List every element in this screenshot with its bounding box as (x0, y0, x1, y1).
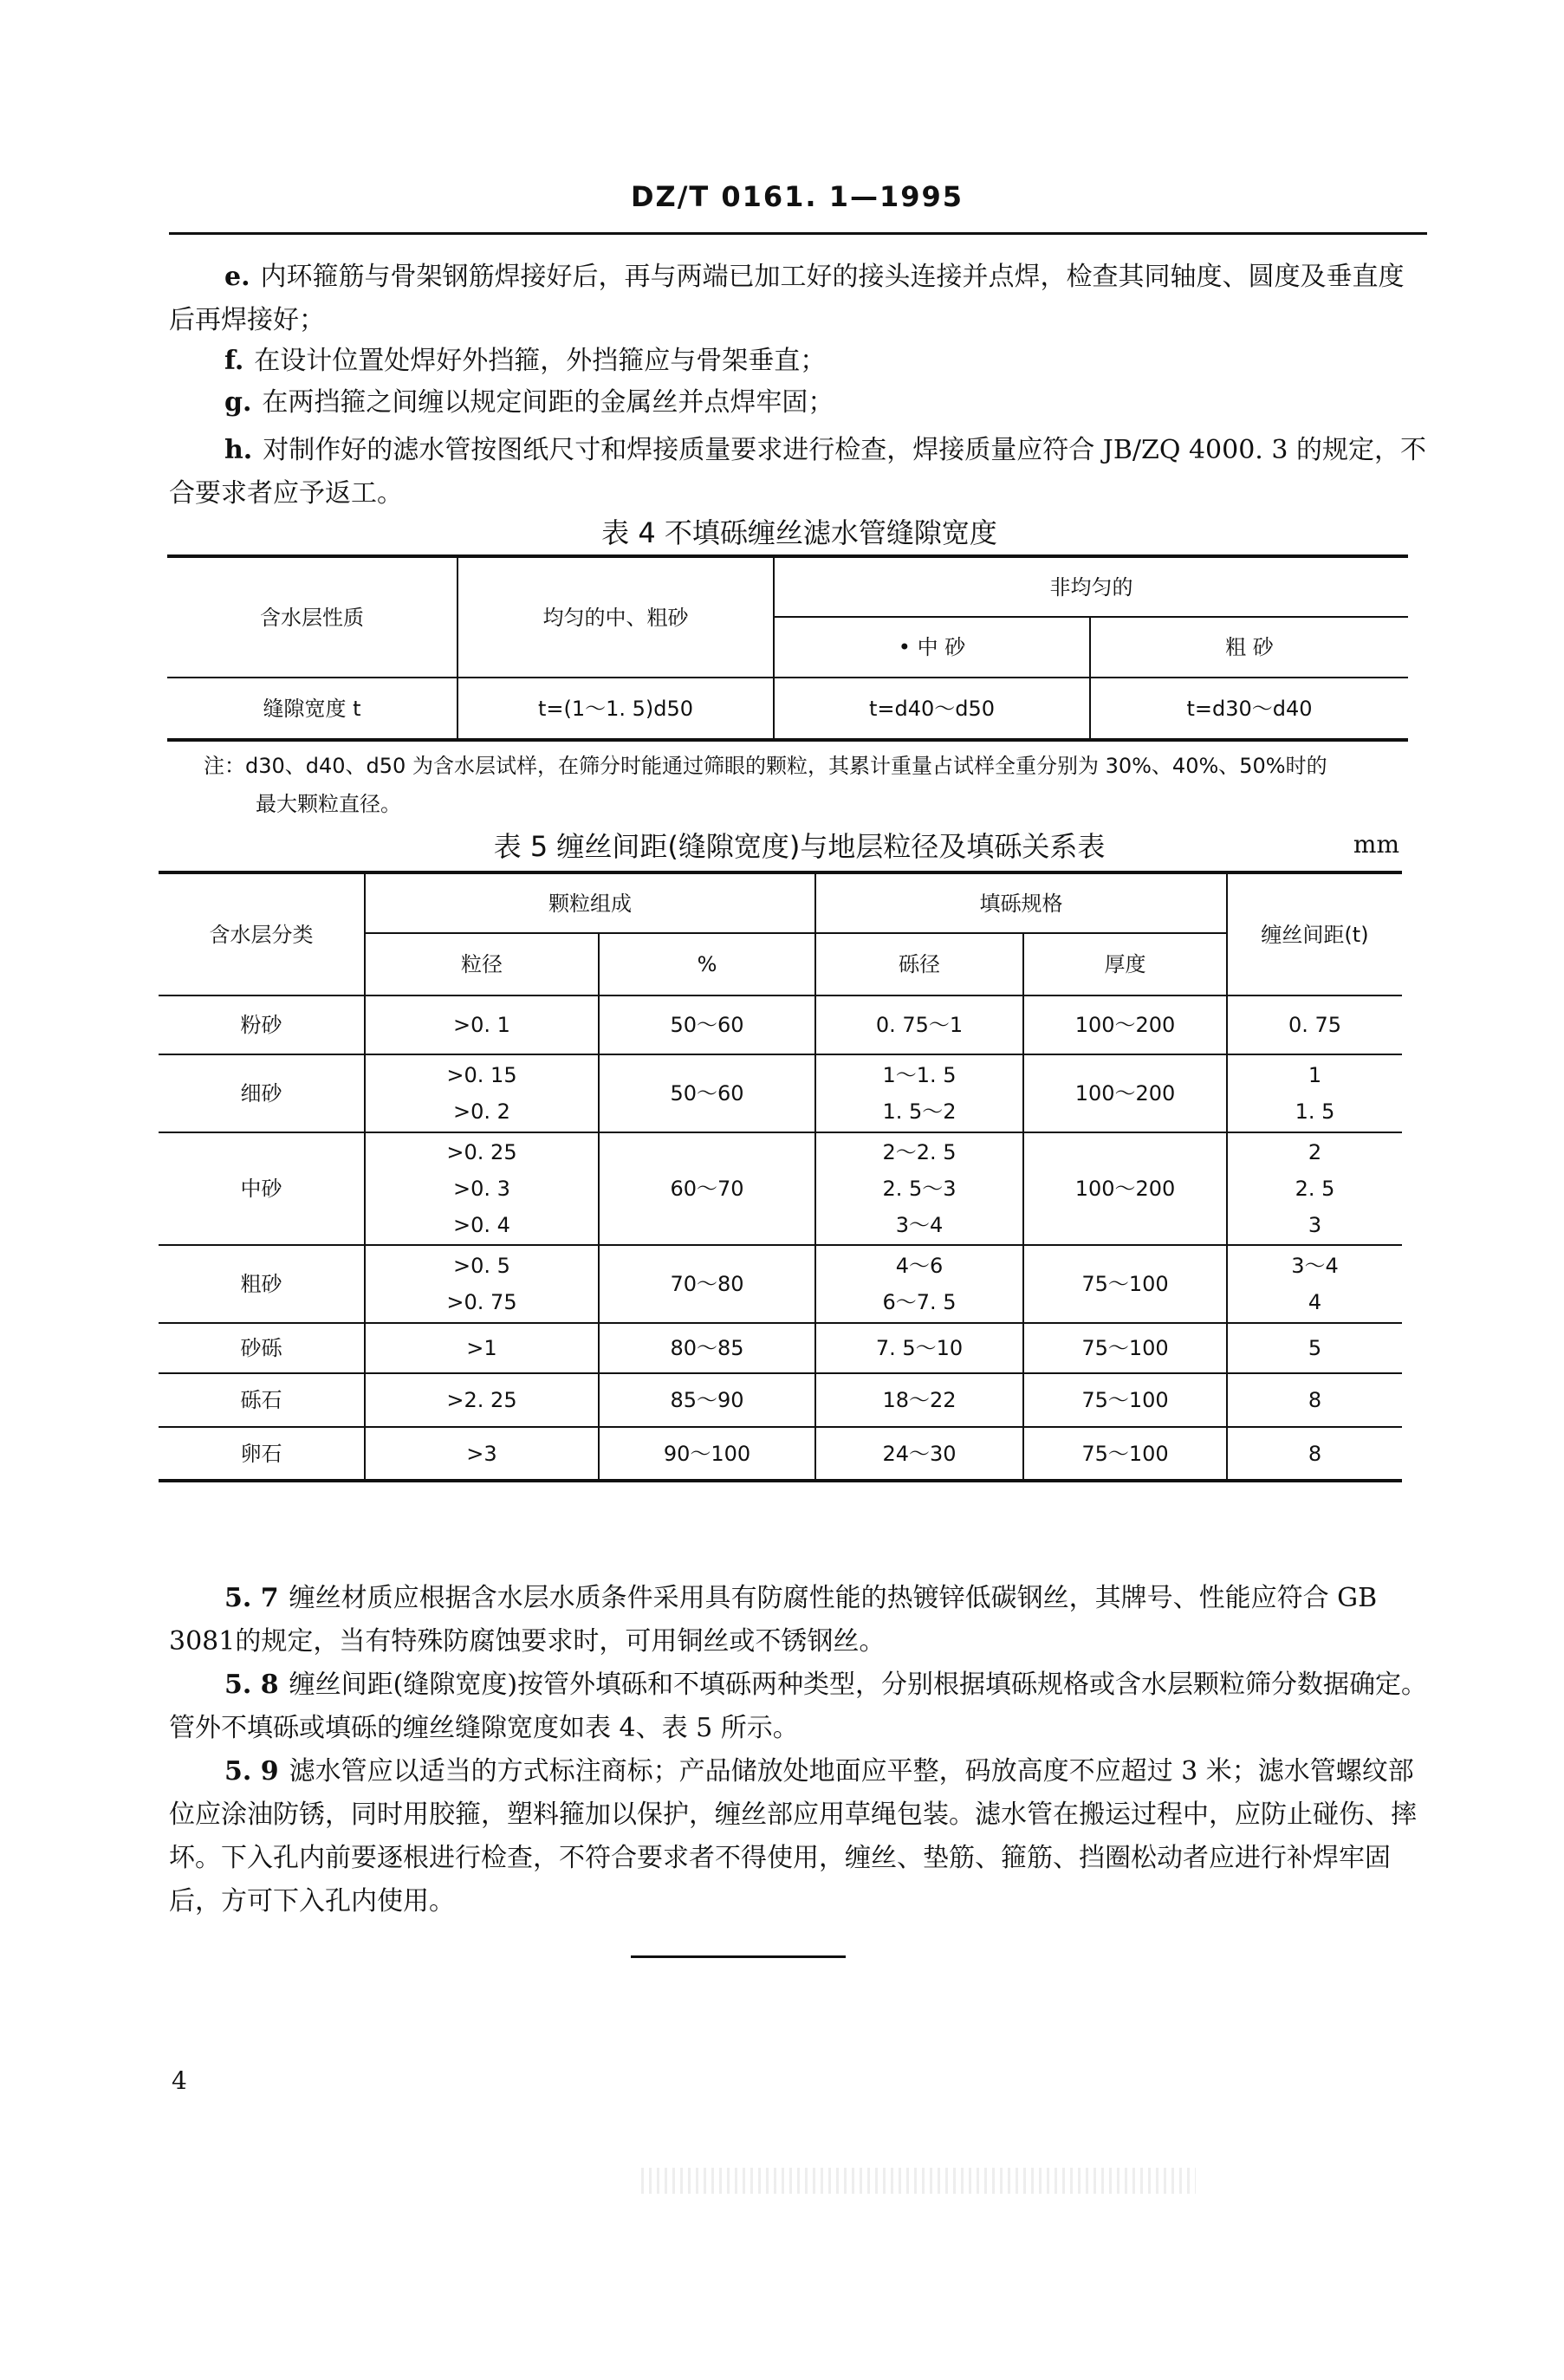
t4-header-coarse: 粗 砂 (1090, 617, 1408, 678)
cell-line: 1～1. 5 (882, 1063, 957, 1087)
cell-line: 2 (1308, 1140, 1322, 1164)
section-text: 缠丝材质应根据含水层水质条件采用具有防腐性能的热镀锌低碳钢丝，其牌号、性能应符合 GB 3081的规定，当有特殊防腐蚀要求时，可用铜丝或不锈钢丝。 (169, 1583, 1378, 1657)
item-f (169, 340, 1430, 383)
t5-cell-size (365, 1132, 599, 1245)
item-marker: f. (224, 346, 244, 376)
t5-cell-cls: 卵石 (159, 1427, 365, 1481)
table-4 (167, 554, 1408, 742)
cell-line: >3 (466, 1441, 497, 1466)
t5-cell-gravel (815, 1245, 1023, 1323)
t5-cell-cls: 细砂 (159, 1054, 365, 1132)
cell-line: >0. 2 (453, 1099, 510, 1124)
t5-cell-thick: 75～100 (1023, 1373, 1227, 1427)
t5-cell-size (365, 1427, 599, 1481)
section-number: 5. 7 (224, 1583, 279, 1613)
t5-header-spacing: 缠丝间距(t) (1227, 872, 1402, 995)
item-marker: h. (224, 435, 253, 465)
t5-cell-cls: 砾石 (159, 1373, 365, 1427)
cell-line: 18～22 (882, 1388, 957, 1412)
t5-cell-thick: 100～200 (1023, 995, 1227, 1054)
note-line: 注：d30、d40、d50 为含水层试样，在筛分时能通过筛眼的颗粒，其累计重量占试样全重分别为 30%、40%、50%时的 (204, 754, 1327, 778)
cell-line: 3 (1308, 1213, 1322, 1237)
item-marker: e. (224, 262, 250, 292)
cell-line: 8 (1308, 1441, 1322, 1466)
t4-header-medium: • 中 砂 (774, 617, 1090, 678)
t5-header-particle: 颗粒组成 (365, 872, 815, 933)
t5-cell-gravel (815, 1427, 1023, 1481)
t5-cell-size (365, 1373, 599, 1427)
table4-caption: 表 4 不填砾缠丝滤水管缝隙宽度 (601, 516, 997, 549)
t4-header-property: 含水层性质 (167, 556, 458, 678)
t5-header-fill: 填砾规格 (815, 872, 1227, 933)
cell-line: 0. 75 (1288, 1013, 1342, 1037)
t4-header-uniform: 均匀的中、粗砂 (458, 556, 774, 678)
section-5-8 (169, 1663, 1430, 1750)
t4-value-uniform: t=(1～1. 5)d50 (458, 678, 774, 740)
scan-noise (641, 2168, 1196, 2194)
table-row (159, 1373, 1402, 1427)
cell-line: >0. 5 (453, 1254, 510, 1278)
item-text: 对制作好的滤水管按图纸尺寸和焊接质量要求进行检查，焊接质量应符合 JB/ZQ 4000. 3 的规定，不合要求者应予返工。 (169, 435, 1426, 509)
item-text: 在两挡箍之间缠以规定间距的金属丝并点焊牢固； (262, 387, 834, 418)
t5-cell-gravel (815, 1323, 1023, 1373)
t4-header-nonuniform: 非均匀的 (774, 556, 1408, 617)
item-marker: g. (224, 387, 252, 418)
header-rule (169, 232, 1427, 235)
cell-line: 2. 5 (1295, 1177, 1335, 1201)
t5-cell-pct: 60～70 (599, 1132, 815, 1245)
t5-cell-size (365, 1323, 599, 1373)
t5-cell-gravel (815, 1373, 1023, 1427)
t5-body (159, 995, 1402, 1481)
t5-header-percent: % (599, 933, 815, 995)
t5-header-thickness: 厚度 (1023, 933, 1227, 995)
item-text: 内环箍筋与骨架钢筋焊接好后，再与两端已加工好的接头连接并点焊，检查其同轴度、圆度及垂直度后再焊接好； (169, 262, 1405, 335)
table-row (159, 1132, 1402, 1245)
cell-line: 2～2. 5 (882, 1140, 957, 1164)
section-number: 5. 8 (224, 1670, 279, 1700)
table-row (159, 995, 1402, 1054)
end-rule (631, 1955, 846, 1958)
item-h (169, 429, 1430, 516)
t5-cell-pct: 70～80 (599, 1245, 815, 1323)
t5-cell-spacing (1227, 1373, 1402, 1427)
t5-header-class: 含水层分类 (159, 872, 365, 995)
table5-caption: 表 5 缠丝间距(缝隙宽度)与地层粒径及填砾关系表 (493, 830, 1106, 863)
t5-cell-cls: 粗砂 (159, 1245, 365, 1323)
table-row (159, 1323, 1402, 1373)
table-row (159, 1427, 1402, 1481)
t5-cell-spacing (1227, 1323, 1402, 1373)
section-number: 5. 9 (224, 1756, 279, 1787)
table-row (159, 1245, 1402, 1323)
section-text: 滤水管应以适当的方式标注商标；产品储放处地面应平整，码放高度不应超过 3 米；滤水管螺纹部位应涂油防锈，同时用胶箍，塑料箍加以保护，缠丝部应用草绳包装。滤水管在搬运过程中，应防止碰伤、摔坏。下入孔内前要逐根进行检查，不符合要求者不得使用，缠丝、垫筋、箍筋、挡圈松动者应进行补焊牢固后，方可下入孔内使用。 (169, 1756, 1417, 1916)
table-row (159, 1054, 1402, 1132)
cell-line: 3～4 (1291, 1254, 1339, 1278)
cell-line: 3～4 (895, 1213, 944, 1237)
t5-cell-thick: 75～100 (1023, 1245, 1227, 1323)
t5-cell-pct: 85～90 (599, 1373, 815, 1427)
cell-line: >0. 75 (446, 1290, 517, 1314)
t5-cell-thick: 75～100 (1023, 1427, 1227, 1481)
t5-cell-thick: 75～100 (1023, 1323, 1227, 1373)
section-5-7 (169, 1577, 1430, 1663)
cell-line: 5 (1308, 1336, 1322, 1360)
cell-line: 4 (1308, 1290, 1322, 1314)
t5-cell-spacing (1227, 1427, 1402, 1481)
cell-line: 0. 75～1 (875, 1013, 964, 1037)
document-id-header: DZ/T 0161. 1—1995 (630, 180, 964, 213)
cell-line: 2. 5～3 (882, 1177, 957, 1201)
cell-line: 24～30 (882, 1441, 957, 1466)
page-number: 4 (172, 2066, 187, 2095)
item-e (169, 256, 1430, 342)
cell-line: 7. 5～10 (875, 1336, 964, 1360)
t4-row-label: 缝隙宽度 t (167, 678, 458, 740)
cell-line: 1 (1308, 1063, 1322, 1087)
cell-line: >0. 25 (446, 1140, 517, 1164)
cell-line: >0. 1 (453, 1013, 510, 1037)
item-text: 在设计位置处焊好外挡箍，外挡箍应与骨架垂直； (254, 346, 827, 376)
cell-line: 4～6 (895, 1254, 944, 1278)
t5-cell-pct: 80～85 (599, 1323, 815, 1373)
cell-line: 1. 5 (1295, 1099, 1335, 1124)
t5-header-gravel: 砾径 (815, 933, 1023, 995)
t5-cell-spacing (1227, 1054, 1402, 1132)
cell-line: >2. 25 (446, 1388, 517, 1412)
t5-cell-pct: 50～60 (599, 1054, 815, 1132)
t5-cell-pct: 90～100 (599, 1427, 815, 1481)
t5-cell-gravel (815, 1054, 1023, 1132)
t5-cell-gravel (815, 1132, 1023, 1245)
t5-cell-cls: 粉砂 (159, 995, 365, 1054)
t5-cell-spacing (1227, 995, 1402, 1054)
table-5 (159, 871, 1402, 1482)
section-5-9 (169, 1750, 1430, 1923)
cell-line: 1. 5～2 (882, 1099, 957, 1124)
t5-cell-pct: 50～60 (599, 995, 815, 1054)
table4-note (204, 747, 1425, 823)
cell-line: >1 (466, 1336, 497, 1360)
t5-header-size: 粒径 (365, 933, 599, 995)
t5-cell-thick: 100～200 (1023, 1132, 1227, 1245)
t4-value-coarse: t=d30～d40 (1090, 678, 1408, 740)
cell-line: >0. 4 (453, 1213, 510, 1237)
t5-cell-spacing (1227, 1245, 1402, 1323)
cell-line: 8 (1308, 1388, 1322, 1412)
t5-cell-size (365, 995, 599, 1054)
t5-cell-gravel (815, 995, 1023, 1054)
cell-line: >0. 15 (446, 1063, 517, 1087)
t5-cell-thick: 100～200 (1023, 1054, 1227, 1132)
t4-value-medium: t=d40～d50 (774, 678, 1090, 740)
item-g (169, 381, 1430, 425)
t5-cell-size (365, 1245, 599, 1323)
t5-cell-cls: 中砂 (159, 1132, 365, 1245)
note-line: 最大颗粒直径。 (256, 792, 401, 816)
t5-cell-cls: 砂砾 (159, 1323, 365, 1373)
cell-line: 6～7. 5 (882, 1290, 957, 1314)
section-text: 缠丝间距(缝隙宽度)按管外填砾和不填砾两种类型，分别根据填砾规格或含水层颗粒筛分数据确定。管外不填砾或填砾的缠丝缝隙宽度如表 4、表 5 所示。 (169, 1670, 1428, 1743)
t5-cell-size (365, 1054, 599, 1132)
table5-unit: mm (1353, 830, 1399, 859)
t5-cell-spacing (1227, 1132, 1402, 1245)
cell-line: >0. 3 (453, 1177, 510, 1201)
